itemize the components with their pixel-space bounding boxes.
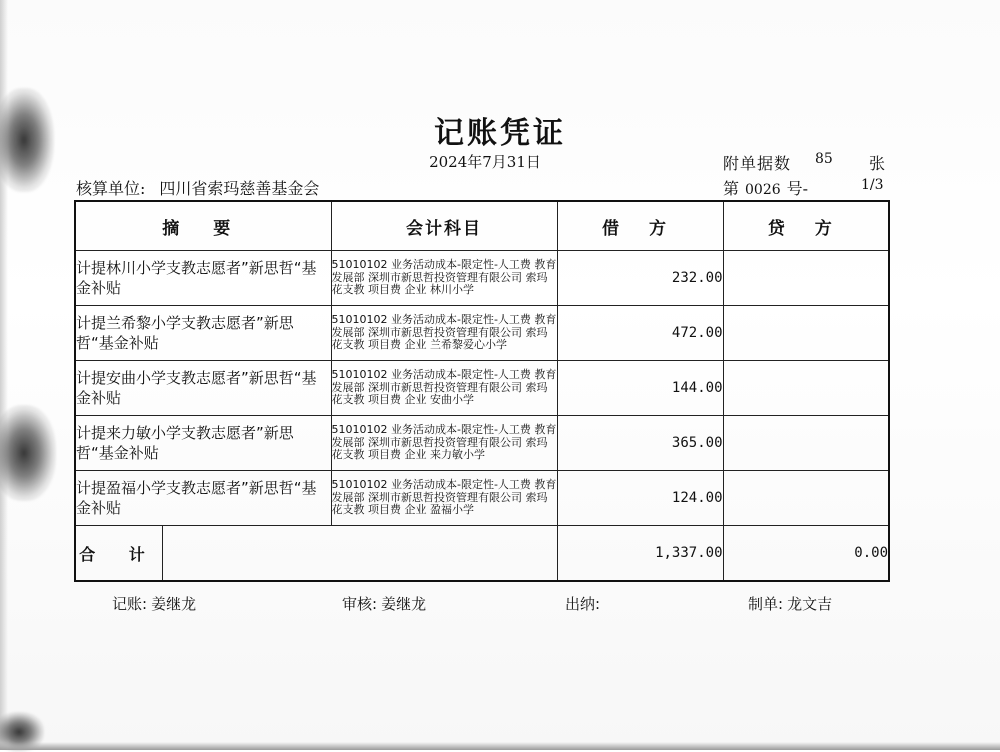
- attachment-unit: 张: [869, 154, 886, 173]
- row-account: 51010102 业务活动成本-限定性-人工费 教育发展部 深圳市新思哲投资管理有限公司 索玛花支教 项目费 企业 兰希黎爱心小学: [331, 306, 557, 361]
- voucher-number-suffix: 号-: [786, 179, 809, 198]
- row-credit: [723, 306, 889, 361]
- total-label-cell: [75, 526, 557, 582]
- attachment-count: [723, 151, 886, 174]
- header-summary: 摘 要: [75, 201, 331, 251]
- total-label: 合 计: [76, 526, 163, 580]
- row-debit: 472.00: [557, 306, 723, 361]
- row-credit: [723, 251, 889, 306]
- row-summary: 计提兰希黎小学支教志愿者”新思哲“基金补贴: [75, 306, 331, 361]
- voucher-number: [723, 176, 884, 199]
- voucher-number-value: 0026: [745, 182, 781, 198]
- row-credit: [723, 471, 889, 526]
- table-header-row: [75, 201, 889, 251]
- total-debit: 1,337.00: [557, 526, 723, 582]
- row-debit: 232.00: [557, 251, 723, 306]
- row-account: 51010102 业务活动成本-限定性-人工费 教育发展部 深圳市新思哲投资管理有限公司 索玛花支教 项目费 企业 盈福小学: [331, 471, 557, 526]
- table-row: [75, 251, 889, 306]
- row-summary: 计提林川小学支教志愿者”新思哲“基金补贴: [75, 251, 331, 306]
- row-summary: 计提来力敏小学支教志愿者”新思哲“基金补贴: [75, 416, 331, 471]
- row-account: 51010102 业务活动成本-限定性-人工费 教育发展部 深圳市新思哲投资管理有限公司 索玛花支教 项目费 企业 来力敏小学: [331, 416, 557, 471]
- header-credit: 贷 方: [723, 201, 889, 251]
- table-row: [75, 416, 889, 471]
- total-credit: 0.00: [723, 526, 889, 582]
- row-debit: 144.00: [557, 361, 723, 416]
- accounting-unit: [76, 176, 319, 199]
- header-debit: 借 方: [557, 201, 723, 251]
- reviewer-label: 审核:: [342, 595, 378, 613]
- preparer-label: 制单:: [748, 595, 784, 613]
- scan-smudge-middle: [0, 405, 56, 501]
- row-debit: 365.00: [557, 416, 723, 471]
- bookkeeper-name: 姜继龙: [151, 595, 197, 613]
- table-row: [75, 306, 889, 361]
- reviewer-name: 姜继龙: [381, 595, 427, 613]
- row-debit: 124.00: [557, 471, 723, 526]
- cashier-sign: [565, 593, 604, 614]
- bookkeeper-label: 记账:: [112, 595, 148, 613]
- voucher-page: 1/3: [861, 177, 884, 193]
- attachment-label: 附单据数: [723, 154, 792, 173]
- row-credit: [723, 361, 889, 416]
- preparer-sign: [748, 593, 832, 614]
- voucher-title: 记账凭证: [434, 116, 566, 151]
- row-credit: [723, 416, 889, 471]
- bookkeeper-sign: [112, 593, 196, 614]
- table-row: [75, 361, 889, 416]
- row-account: 51010102 业务活动成本-限定性-人工费 教育发展部 深圳市新思哲投资管理有限公司 索玛花支教 项目费 企业 林川小学: [331, 251, 557, 306]
- accounting-unit-label: 核算单位:: [76, 179, 146, 198]
- table-row: [75, 471, 889, 526]
- row-summary: 计提安曲小学支教志愿者”新思哲“基金补贴: [75, 361, 331, 416]
- voucher-table: [74, 200, 890, 582]
- voucher-date: 2024年7月31日: [429, 153, 541, 171]
- row-account: 51010102 业务活动成本-限定性-人工费 教育发展部 深圳市新思哲投资管理有限公司 索玛花支教 项目费 企业 安曲小学: [331, 361, 557, 416]
- attachment-number: 85: [815, 151, 833, 167]
- total-row: [75, 526, 889, 582]
- row-summary: 计提盈福小学支教志愿者”新思哲“基金补贴: [75, 471, 331, 526]
- preparer-name: 龙文吉: [787, 595, 833, 613]
- cashier-label: 出纳:: [565, 595, 601, 613]
- accounting-unit-value: 四川省索玛慈善基金会: [159, 179, 320, 198]
- reviewer-sign: [342, 593, 426, 614]
- scan-bottom-edge: [0, 742, 1000, 750]
- voucher-number-prefix: 第: [723, 179, 740, 198]
- header-account: 会计科目: [331, 201, 557, 251]
